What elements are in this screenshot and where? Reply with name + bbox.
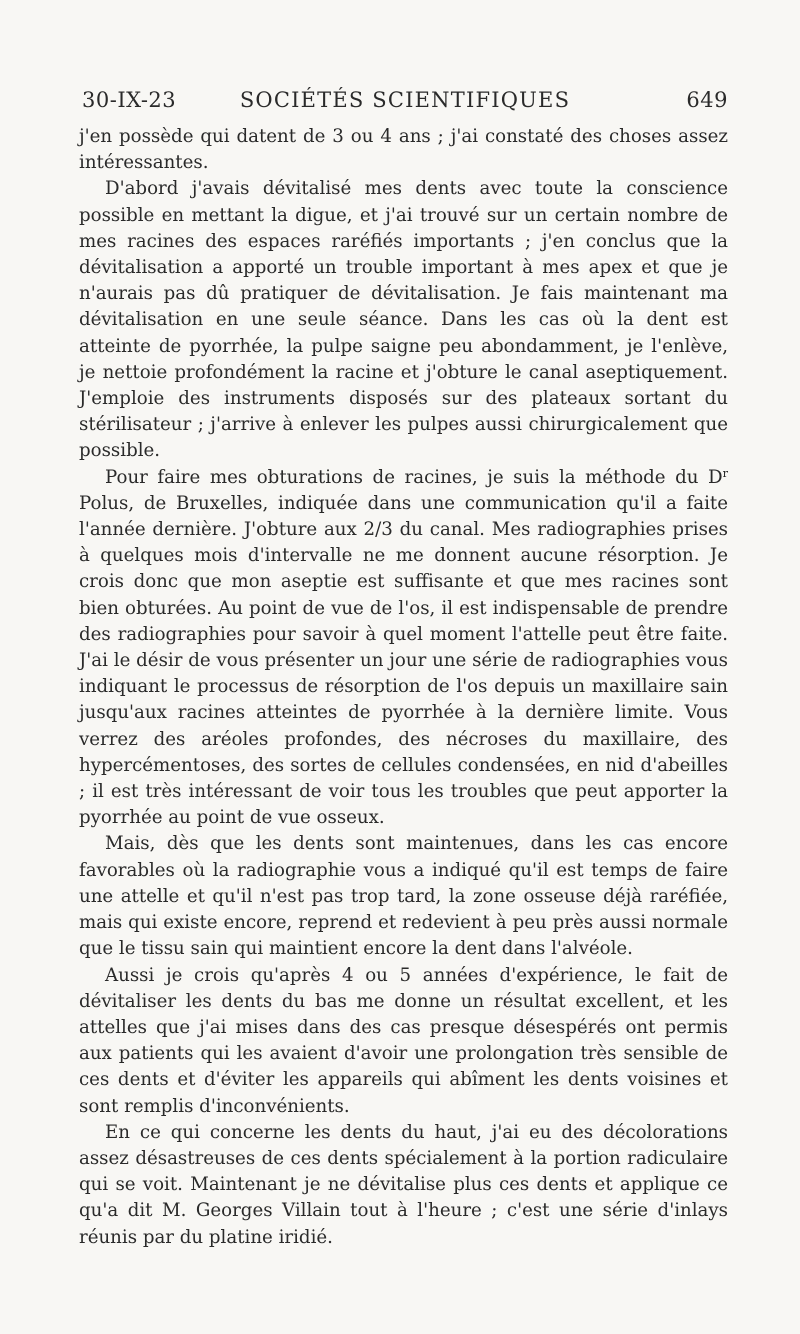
page-number: 649 [686, 88, 728, 112]
paragraph-attelle: Mais, dès que les dents sont maintenues, dans les cas encore favorables où la radiographie vous a indiqué qu'il est temps de faire une attelle et qu'il n'est pas trop tard, la zone osseuse déjà raréfiée, mais qui existe encore, reprend et redevient à peu près aussi normale que le tissu sain qui maintient encore la dent dans l'alvéole. [79, 833, 728, 960]
header-title: SOCIÉTÉS SCIENTIFIQUES [239, 88, 571, 112]
paragraph-continuation: j'en possède qui datent de 3 ou 4 ans ; j'ai constaté des choses assez intéressantes. [79, 126, 728, 174]
paragraph-experience: Aussi je crois qu'après 4 ou 5 années d'expérience, le fait de dévitaliser les dents du bas me donne un résultat excellent, et les attelles que j'ai mises dans des cas presque désespérés ont permis aux patients qui les avaient d'avoir une prolongation très sensible de ces dents et d'éviter les appareils qui abîment les dents voisines et sont remplis d'inconvénients. [79, 964, 728, 1117]
superscript: r [722, 466, 728, 480]
body-text [79, 124, 728, 1251]
text-span: Pour faire mes obturations de racines, je suis la méthode du D [105, 466, 723, 488]
running-header [82, 88, 728, 118]
paragraph-obturations [79, 465, 728, 832]
paragraph-dents-haut: En ce qui concerne les dents du haut, j'ai eu des décolorations assez désastreuses de ces dents spécialement à la portion radiculaire qui se voit. Maintenant je ne dévitalise plus ces dents et applique ce qu'a dit M. Georges Villain tout à l'heure ; c'est une série d'inlays réunis par du platine iridié. [79, 1121, 728, 1248]
header-date: 30-IX-23 [82, 88, 177, 112]
paragraph-devitalisation: D'abord j'avais dévitalisé mes dents avec toute la conscience possible en mettant la digue, et j'ai trouvé sur un certain nombre de mes racines des espaces raréfiés importants ; j'en conclus que la dévitalisation a apporté un trouble important à mes apex et que je n'aurais pas dû pratiquer de dévitalisation. Je fais maintenant ma dévitalisation en une seule séance. Dans les cas où la dent est atteinte de pyorrhée, la pulpe saigne peu abondamment, je l'enlève, je nettoie profondément la racine et j'obture le canal aseptiquement. J'emploie des instruments disposés sur des plateaux sortant du stérilisateur ; j'arrive à enlever les pulpes aussi chirurgicalement que possible. [79, 178, 728, 462]
text-span: Polus, de Bruxelles, indiquée dans une communication qu'il a faite l'année dernière. J'obture aux 2/3 du canal. Mes radiographies prises à quelques mois d'intervalle ne me donnent aucune résorption. Je crois donc que mon aseptie est suffisante et que mes racines sont bien obturées. Au point de vue de l'os, il est indispensable de prendre des radiographies pour savoir à quel moment l'attelle peut être faite. J'ai le désir de vous présenter un jour une série de radiographies vous indiquant le processus de résorption de l'os depuis un maxillaire sain jusqu'aux racines atteintes de pyorrhée à la dernière limite. Vous verrez des aréoles profondes, des nécroses du maxillaire, des hypercémentoses, des sortes de cellules condensées, en nid d'abeilles ; il est très intéressant de voir tous les troubles que peut apporter la pyorrhée au point de vue osseux. [79, 492, 728, 829]
